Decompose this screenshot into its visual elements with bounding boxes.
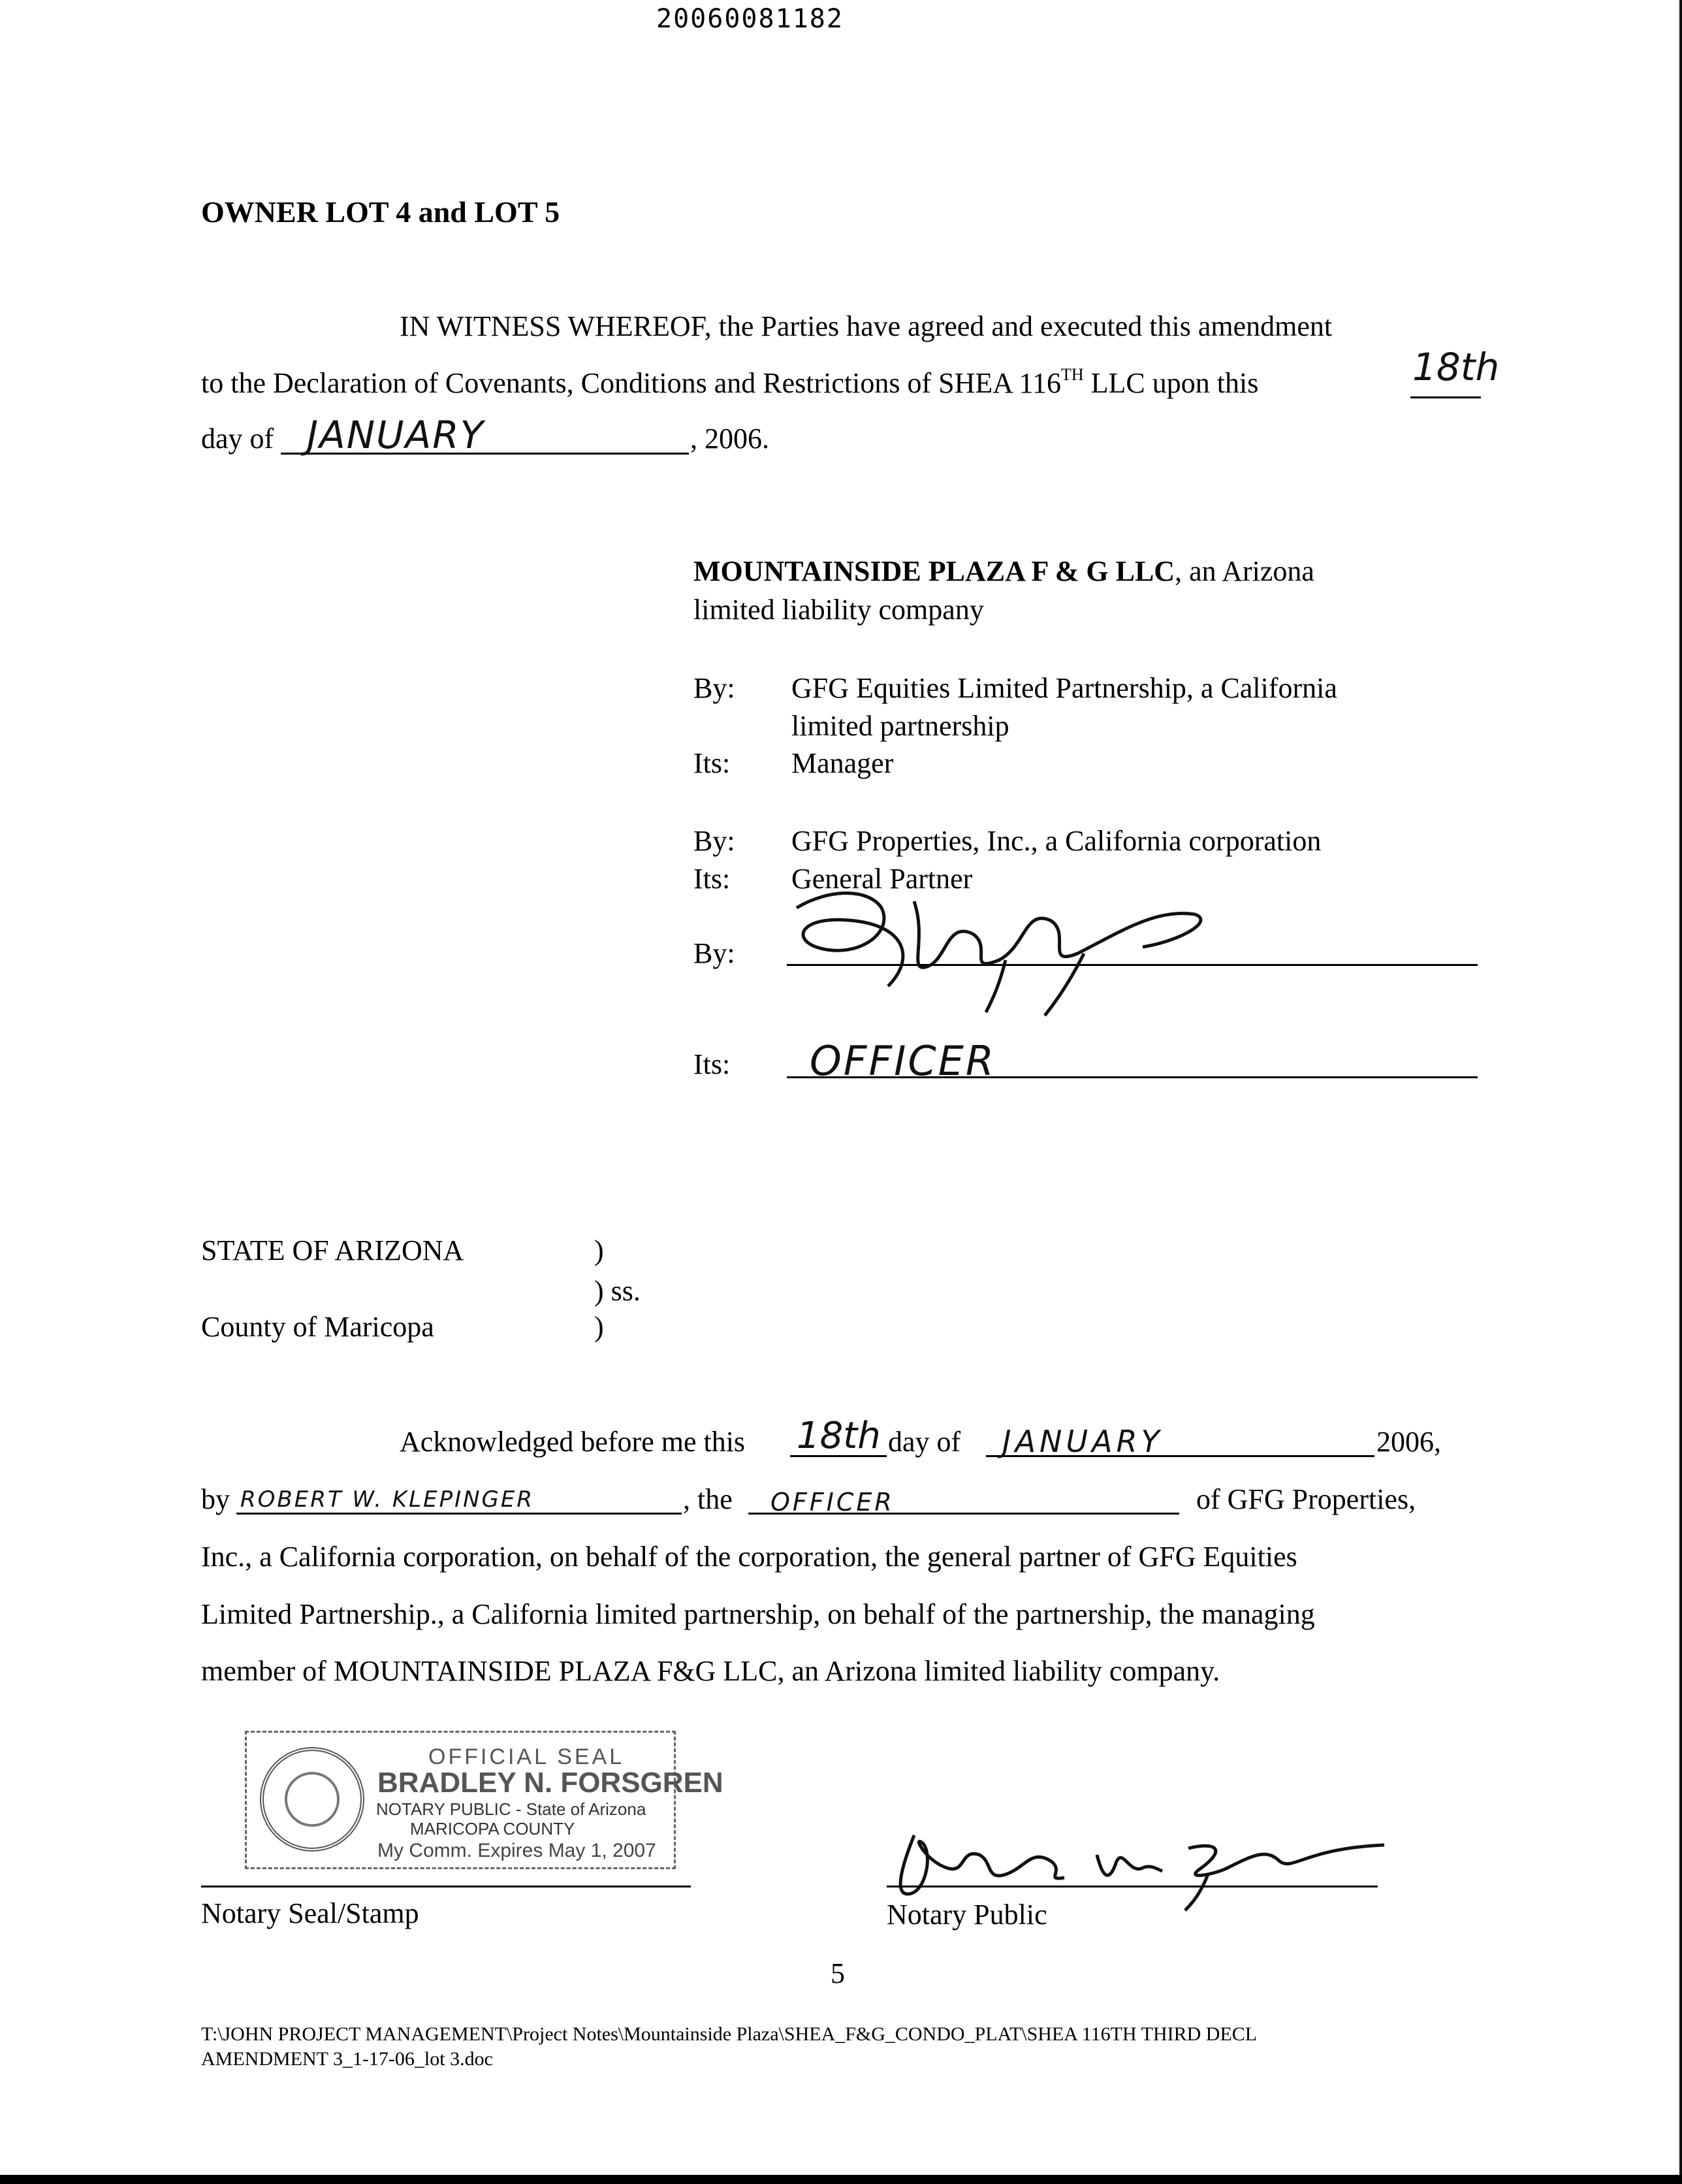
company-name: MOUNTAINSIDE PLAZA F & G LLC	[693, 555, 1175, 587]
seal-line-1: OFFICIAL SEAL	[428, 1744, 625, 1769]
officer-title-handwritten: OFFICER	[810, 1037, 996, 1085]
witness-day-handwritten: 18th	[1412, 345, 1500, 389]
scan-border-bottom	[0, 2175, 1682, 2184]
notary-public-label: Notary Public	[887, 1899, 1047, 1931]
seal-line-4: MARICOPA COUNTY	[410, 1819, 575, 1839]
state-seal-inner-ring	[285, 1772, 340, 1827]
notary-public-line	[887, 1886, 1378, 1887]
its-value-1: Manager	[791, 747, 894, 779]
witness-line-2-a: to the Declaration of Covenants, Conditions and Restrictions of SHEA 116	[201, 367, 1061, 399]
company-name-line	[693, 557, 1314, 586]
witness-line-2-b: LLC upon this	[1083, 367, 1259, 399]
ack-month-handwritten: JANUARY	[1002, 1424, 1164, 1459]
ack-line-3: Inc., a California corporation, on behalf of the corporation, the general partner of GFG Equities	[201, 1541, 1297, 1573]
page-number: 5	[831, 1957, 845, 1989]
by-value-1-line-2: limited partnership	[791, 710, 1009, 742]
witness-line-2	[201, 365, 1259, 399]
witness-superscript: TH	[1060, 365, 1084, 384]
footer-path-line-1: T:\JOHN PROJECT MANAGEMENT\Project Notes\Mountainside Plaza\SHEA_F&G_CONDO_PLAT\SHEA 116TH THIRD DECL	[201, 2023, 1258, 2045]
document-number: 20060081182	[656, 4, 844, 34]
ack-line-4: Limited Partnership., a California limited partnership, on behalf of the partnership, the managing	[201, 1598, 1315, 1630]
company-name-rest: , an Arizona	[1175, 555, 1314, 587]
ack-line-1-a: Acknowledged before me this	[400, 1426, 746, 1458]
state-seal-icon	[260, 1747, 364, 1852]
scan-border-right	[1679, 0, 1682, 2184]
notary-signature	[888, 1809, 1384, 1914]
ack-name-blank	[236, 1513, 682, 1515]
ack-line-2-b: , the	[683, 1483, 733, 1515]
notary-seal-label: Notary Seal/Stamp	[201, 1897, 419, 1929]
venue-paren-open: )	[594, 1234, 604, 1266]
venue-ss: ) ss.	[594, 1275, 641, 1307]
venue-paren-close: )	[594, 1311, 604, 1343]
witness-line-3-b: , 2006.	[690, 423, 769, 455]
notary-seal	[245, 1731, 723, 1869]
ack-name-handwritten: ROBERT W. KLEPINGER	[240, 1486, 534, 1513]
venue-state: STATE OF ARIZONA	[201, 1234, 464, 1266]
notary-seal-line	[201, 1886, 691, 1887]
ack-line-1-c: 2006,	[1376, 1426, 1441, 1458]
ack-line-5: member of MOUNTAINSIDE PLAZA F&G LLC, an Arizona limited liability company.	[201, 1655, 1220, 1687]
seal-line-3: NOTARY PUBLIC - State of Arizona	[376, 1799, 646, 1819]
by-label-1: By:	[693, 672, 735, 704]
witness-line-3-a: day of	[201, 423, 274, 455]
by-label-2: By:	[693, 825, 735, 857]
ack-line-1-b: day of	[888, 1426, 961, 1458]
by-value-2: GFG Properties, Inc., a California corporation	[791, 825, 1322, 857]
its-label-1: Its:	[693, 747, 731, 779]
witness-line-1: IN WITNESS WHEREOF, the Parties have agreed and executed this amendment	[400, 310, 1333, 342]
by-value-1: GFG Equities Limited Partnership, a California	[791, 672, 1337, 704]
seal-line-2: BRADLEY N. FORSGREN	[377, 1767, 723, 1799]
its-label-3: Its:	[693, 1048, 731, 1080]
venue-county: County of Maricopa	[201, 1311, 434, 1343]
company-type: limited liability company	[693, 594, 984, 626]
footer-path-line-2: AMENDMENT 3_1-17-06_lot 3.doc	[201, 2048, 493, 2070]
its-value-2: General Partner	[791, 863, 973, 895]
seal-line-5: My Comm. Expires May 1, 2007	[377, 1840, 656, 1861]
officer-signature	[777, 862, 1221, 1019]
witness-day-blank	[1410, 396, 1481, 398]
ack-line-2-a: by	[201, 1483, 230, 1515]
ack-day-handwritten: 18th	[797, 1415, 881, 1457]
by-label-3: By:	[693, 937, 735, 969]
page-title: OWNER LOT 4 and LOT 5	[201, 195, 560, 229]
ack-title-handwritten: OFFICER	[770, 1488, 895, 1517]
ack-line-2-c: of GFG Properties,	[1196, 1483, 1416, 1515]
witness-month-handwritten: JANUARY	[307, 413, 485, 457]
its-label-2: Its:	[693, 863, 731, 895]
